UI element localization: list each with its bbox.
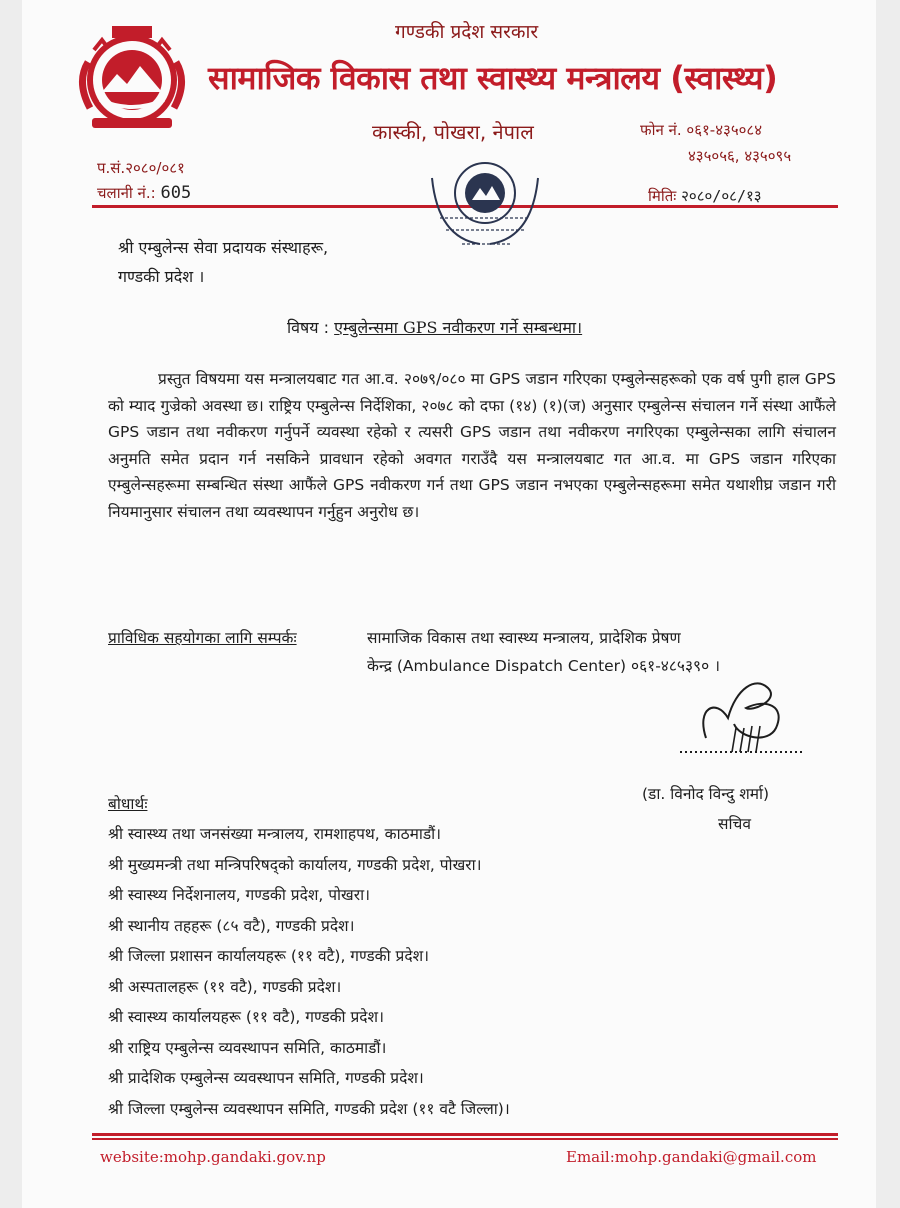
technical-contact-line-1: सामाजिक विकास तथा स्वास्थ्य मन्त्रालय, प्रादेशिक प्रेषण [367,629,681,647]
footer-divider [92,1133,838,1136]
cc-item: श्री अस्पतालहरू (११ वटै), गण्डकी प्रदेश। [108,977,342,996]
subject-label: विषय : [287,318,330,337]
letter-body [108,366,836,525]
cc-item: श्री मुख्यमन्त्री तथा मन्त्रिपरिषद्को कार्यालय, गण्डकी प्रदेश, पोखरा। [108,855,482,874]
cc-item: श्री राष्ट्रिय एम्बुलेन्स व्यवस्थापन समिति, काठमाडौं। [108,1038,387,1057]
dispatch-number [97,183,191,203]
footer-website[interactable]: website:mohp.gandaki.gov.np [100,1148,326,1166]
signatory-name: (डा. विनोद विन्दु शर्मा) [642,785,770,803]
addressee-line-1: श्री एम्बुलेन्स सेवा प्रदायक संस्थाहरू, [118,238,329,257]
cc-item: श्री स्वास्थ्य कार्यालयहरू (११ वटै), गण्डकी प्रदेश। [108,1008,384,1026]
cc-item: श्री जिल्ला प्रशासन कार्यालयहरू (११ वटै), गण्डकी प्रदेश। [108,947,429,965]
cc-label: बोधार्थः [108,795,148,813]
phone-line-1: फोन नं. ०६१-४३५०८४ [640,121,763,139]
office-location: कास्की, पोखरा, नेपाल [372,120,534,144]
signature [676,668,806,768]
subject-text: एम्बुलेन्समा GPS नवीकरण गर्ने सम्बन्धमा। [334,318,583,337]
cc-item: श्री प्रादेशिक एम्बुलेन्स व्यवस्थापन समिति, गण्डकी प्रदेश। [108,1069,424,1087]
signatory-title: सचिव [718,815,751,833]
government-name: गण्डकी प्रदेश सरकार [395,21,539,43]
government-emblem-icon [72,22,192,132]
footer-email[interactable]: Email:mohp.gandaki@gmail.com [566,1148,817,1166]
addressee-line-2: गण्डकी प्रदेश । [118,267,205,286]
cc-list [108,822,510,1127]
date-label: मितिः [648,187,677,205]
technical-contact-label-text: प्राविधिक सहयोगका लागि सम्पर्कः [108,629,297,647]
date-value: २०८०/०८/१३ [681,187,762,205]
cc-item: श्री स्वास्थ्य तथा जनसंख्या मन्त्रालय, रामशाहपथ, काठमाडौं। [108,825,442,843]
letter-date [648,186,762,206]
body-paragraph: प्रस्तुत विषयमा यस मन्त्रालयबाट गत आ.व. २०७९/०८० मा GPS जडान गरिएका एम्बुलेन्सहरूको एक वर्ष पुगी हाल GPS को म्याद गुज्रेको अवस्था छ। राष्ट्रिय एम्बुलेन्स निर्देशिका, २०७८ को दफा (१४) (१)(ज) अनुसार एम्बुलेन्स संचालन गर्ने संस्था आफैंले GPS जडान तथा नवीकरण गर्नुपर्ने व्यवस्था रहेको र त्यसरी GPS जडान तथा नवीकरण नगरिएका एम्बुलेन्सका लागि संचालन अनुमति समेत प्रदान गर्न नसकिने प्रावधान रहेको अवगत गराउँदै यस मन्त्रालयबाट गत आ.व. मा GPS जडान गरिएका एम्बुलेन्सहरूमा सम्बन्धित संस्था आफैंले GPS नवीकरण गर्न तथा GPS जडान नभएका एम्बुलेन्सहरूमा समेत यथाशीघ्र जडान गरी नियमानुसार संचालन तथा व्यवस्थापन गर्नुहुन अनुरोध छ। [108,370,836,521]
phone-line-2: ४३५०५६, ४३५०९५ [688,147,792,165]
ministry-title: सामाजिक विकास तथा स्वास्थ्य मन्त्रालय (स्वास्थ्य) [208,59,778,97]
ministry-seal-stamp [420,148,550,258]
cc-item: श्री स्थानीय तहहरू (८५ वटै), गण्डकी प्रदेश। [108,916,355,935]
dispatch-label: चलानी नं.: [97,184,156,202]
reference-number: प.सं.२०८०/०८१ [97,159,185,177]
dispatch-value: 605 [160,183,192,203]
subject-line [287,316,582,338]
footer-divider-thin [92,1138,838,1140]
technical-contact-line-2: केन्द्र (Ambulance Dispatch Center) ०६१-४८५३९० । [367,657,720,675]
cc-item: श्री जिल्ला एम्बुलेन्स व्यवस्थापन समिति, गण्डकी प्रदेश (११ वटै जिल्ला)। [108,1099,510,1118]
technical-contact-label [108,626,297,648]
cc-item: श्री स्वास्थ्य निर्देशनालय, गण्डकी प्रदेश, पोखरा। [108,886,370,904]
